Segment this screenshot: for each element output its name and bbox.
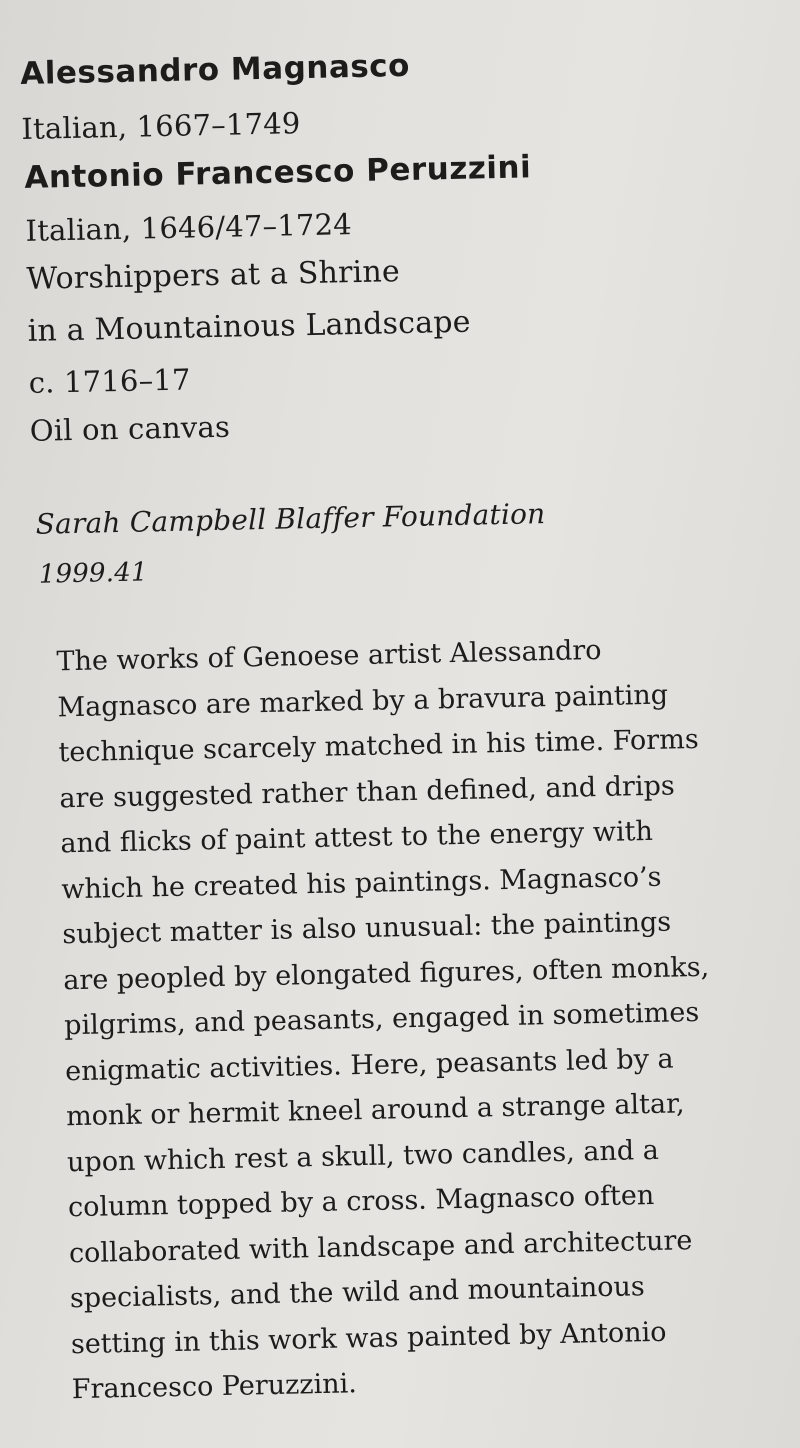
artist1-nationality-dates: Italian, 1667–1749 bbox=[21, 106, 301, 146]
artist2-name: Antonio Francesco Peruzzini bbox=[24, 149, 532, 196]
artwork-title-line1: Worshippers at a Shrine bbox=[26, 254, 401, 297]
description-line: column topped by a cross. Magnasco often bbox=[67, 1179, 655, 1224]
description-line: are peopled by elongated figures, often monks, bbox=[62, 951, 710, 996]
description-line: monk or hermit kneel around a strange altar, bbox=[65, 1088, 685, 1133]
description-line: collaborated with landscape and architecture bbox=[68, 1224, 693, 1269]
artist1-name: Alessandro Magnasco bbox=[19, 47, 411, 92]
artwork-title-line2: in a Mountainous Landscape bbox=[27, 304, 472, 349]
artwork-date: c. 1716–17 bbox=[28, 362, 191, 400]
description-line: pilgrims, and peasants, engaged in sometimes bbox=[63, 996, 700, 1042]
description-line: technique scarcely matched in his time. Forms bbox=[58, 723, 699, 769]
description-paragraph bbox=[56, 624, 792, 1412]
description-line: and flicks of paint attest to the energy with bbox=[60, 815, 654, 860]
accession-number: 1999.41 bbox=[38, 557, 148, 590]
description-line: setting in this work was painted by Antonio bbox=[70, 1316, 667, 1360]
description-line: specialists, and the wild and mountainous bbox=[69, 1271, 645, 1315]
credit-line: Sarah Campbell Blaffer Foundation bbox=[35, 497, 546, 541]
artist2-nationality-dates: Italian, 1646/47–1724 bbox=[25, 207, 353, 248]
description-line: enigmatic activities. Here, peasants led by a bbox=[64, 1043, 674, 1087]
description-line: are suggested rather than defined, and drips bbox=[59, 769, 676, 814]
description-line: Francesco Peruzzini. bbox=[71, 1368, 358, 1406]
description-line: subject matter is also unusual: the paintings bbox=[62, 906, 672, 951]
description-line: The works of Genoese artist Alessandro bbox=[56, 634, 602, 678]
description-line: Magnasco are marked by a bravura painting bbox=[57, 679, 669, 723]
description-line: which he created his paintings. Magnasco’s bbox=[61, 861, 662, 905]
artwork-medium: Oil on canvas bbox=[29, 409, 231, 448]
description-line: upon which rest a skull, two candles, and a bbox=[66, 1134, 660, 1178]
